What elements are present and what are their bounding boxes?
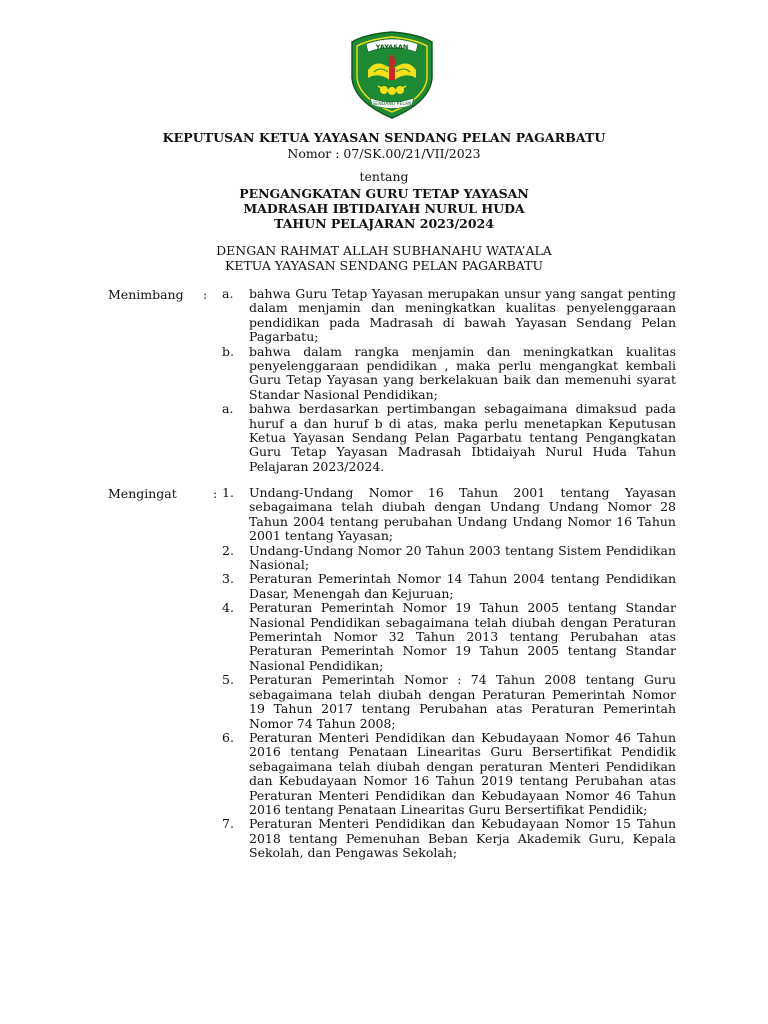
mengingat-label: Mengingat: [108, 486, 177, 501]
rahmat-line: DENGAN RAHMAT ALLAH SUBHANAHU WATA’ALA: [216, 243, 552, 258]
item-text: bahwa berdasarkan pertimbangan sebagaimana dimaksud pada huruf a dan huruf b di atas, maka perlu menetapkan Keputusan Ketua Yayasan Sendang Pelan Pagarbatu tentang Pengangkatan Guru Tetap Yayasan Madrasah Ibtidaiyah Nurul Huda Tahun Pelajaran 2023/2024.: [249, 401, 676, 474]
rahmat-line: KETUA YAYASAN SENDANG PELAN PAGARBATU: [224, 258, 544, 273]
decree-number: Nomor : 07/SK.00/21/VII/2023: [287, 146, 481, 161]
item-marker: 5.: [222, 672, 234, 688]
yayasan-logo: [346, 28, 438, 120]
list-item: [222, 544, 676, 573]
list-item: [222, 287, 676, 345]
item-text: bahwa Guru Tetap Yayasan merupakan unsur yang sangat penting dalam menjamin dan meningkatkan kualitas penyelenggaraan pendidikan pada Madrasah di bawah Yayasan Sendang Pelan Pagarbatu;: [249, 286, 676, 345]
item-text: Peraturan Pemerintah Nomor 19 Tahun 2005 tentang Standar Nasional Pendidikan sebagaimana telah diubah dengan Peraturan Pemerintah Nomor 32 Tahun 2013 tentang Perubahan atas Peraturan Pemerintah Nomor 19 Tahun 2005 tentang Standar Nasional Pendidikan;: [249, 600, 676, 673]
menimbang-list: [222, 287, 676, 474]
decree-title: KEPUTUSAN KETUA YAYASAN SENDANG PELAN PAGARBATU: [162, 130, 606, 145]
item-text: Peraturan Pemerintah Nomor 14 Tahun 2004 tentang Pendidikan Dasar, Menengah dan Kejuruan;: [249, 571, 676, 601]
item-text: Peraturan Menteri Pendidikan dan Kebudayaan Nomor 15 Tahun 2018 tentang Pemenuhan Beban Kerja Akademik Guru, Kepala Sekolah, dan Pengawas Sekolah;: [249, 816, 676, 861]
item-marker: 4.: [222, 600, 234, 616]
list-item: [222, 572, 676, 601]
logo-bottom-text: SENDANG PELAN: [372, 102, 412, 107]
item-text: Undang-Undang Nomor 16 Tahun 2001 tentang Yayasan sebagaimana telah diubah dengan Undang Undang Nomor 28 Tahun 2004 tentang perubahan Undang Undang Nomor 16 Tahun 2001 tentang Yayasan;: [249, 485, 676, 544]
item-marker: 2.: [222, 542, 234, 558]
list-item: [222, 345, 676, 403]
item-marker: 7.: [222, 816, 234, 832]
list-item: [222, 731, 676, 817]
mengingat-colon: :: [213, 486, 218, 501]
item-text: Undang-Undang Nomor 20 Tahun 2003 tentang Sistem Pendidikan Nasional;: [249, 542, 676, 573]
tentang-label: tentang: [359, 169, 409, 184]
menimbang-colon: :: [203, 287, 208, 302]
list-item: [222, 601, 676, 673]
list-item: [222, 817, 676, 860]
subject-line: TAHUN PELAJARAN 2023/2024: [274, 216, 494, 231]
item-marker: 3.: [222, 571, 234, 587]
list-item: [222, 402, 676, 474]
list-item: [222, 673, 676, 731]
item-marker: 6.: [222, 729, 234, 745]
menimbang-label: Menimbang: [108, 287, 184, 302]
subject-line: PENGANGKATAN GURU TETAP YAYASAN: [239, 186, 529, 201]
logo-top-text: YAYASAN: [375, 43, 409, 51]
item-marker: b.: [222, 343, 234, 359]
shield-emblem-icon: [346, 28, 438, 120]
decree-subject: [0, 186, 768, 231]
item-marker: 1.: [222, 485, 234, 500]
list-item: [222, 486, 676, 544]
item-text: bahwa dalam rangka menjamin dan meningkatkan kualitas penyelenggaraan pendidikan , maka perlu mengangkat kembali Guru Tetap Yayasan yang berkelakuan baik dan memenuhi syarat Standar Nasional Pendidikan;: [249, 343, 676, 402]
subject-line: MADRASAH IBTIDAIYAH NURUL HUDA: [243, 201, 525, 216]
rahmat-heading: [0, 243, 768, 273]
item-text: Peraturan Menteri Pendidikan dan Kebudayaan Nomor 46 Tahun 2016 tentang Penataan Linearitas Guru Bersertifikat Pendidik sebagaimana telah diubah dengan peraturan Menteri Pendidikan dan Kebudayaan Nomor 16 Tahun 2019 tentang Perubahan atas Peraturan Menteri Pendidikan dan Kebudayaan Nomor 46 Tahun 2016 tentang Penataan Linearitas Guru Bersertifikat Pendidik;: [249, 729, 676, 817]
item-marker: a.: [222, 401, 234, 417]
item-text: Peraturan Pemerintah Nomor : 74 Tahun 2008 tentang Guru sebagaimana telah diubah dengan Peraturan Pemerintah Nomor 19 Tahun 2017 tentang Perubahan atas Peraturan Pemerintah Nomor 74 Tahun 2008;: [249, 672, 676, 731]
mengingat-list: [222, 486, 676, 861]
item-marker: a.: [222, 286, 234, 301]
